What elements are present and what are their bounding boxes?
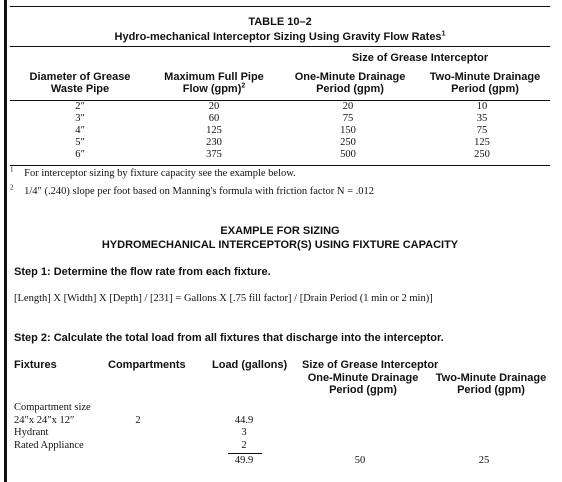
- col-header-diameter: Diameter of Grease Waste Pipe: [29, 71, 131, 95]
- col-header-ex-two-minute: Two-Minute Drainage Period (gpm): [435, 372, 547, 396]
- cell-flow: 125: [206, 125, 222, 136]
- footnote-1: [10, 165, 296, 179]
- cell-diameter: 3″: [75, 113, 85, 124]
- table-subtitle: Hydro-mechanical Interceptor Sizing Using Gravity Flow Rates$^1$: [114, 30, 446, 43]
- example-title-line2: HYDROMECHANICAL INTERCEPTOR(S) USING FIXTURE CAPACITY: [101, 239, 459, 251]
- cell-diameter: 4″: [75, 125, 85, 136]
- footnote-2: [10, 183, 374, 197]
- cell-diameter: 6″: [75, 149, 85, 160]
- list-item: [14, 440, 554, 453]
- cell-compartments: 2: [135, 414, 141, 426]
- table-row: [10, 125, 550, 137]
- col-header-flow: Maximum Full Pipe Flow (gpm)$^2$: [164, 71, 264, 95]
- cell-one-minute: 20: [342, 101, 354, 112]
- cell-flow: 60: [208, 113, 220, 124]
- cell-one-minute: 150: [340, 125, 356, 136]
- cell-two-minute: 75: [476, 125, 488, 136]
- cell-load: 44.9: [234, 414, 254, 426]
- cell-two-minute: 35: [476, 113, 488, 124]
- group-header: Size of Grease Interceptor: [351, 52, 489, 64]
- table-row: [10, 137, 550, 149]
- total-one-minute: 50: [354, 455, 366, 466]
- footnote-text: For interceptor sizing by fixture capacity see the example below.: [24, 168, 296, 179]
- table-title: TABLE 10–2: [248, 16, 312, 28]
- col-header-two-minute: Two-Minute Drainage Period (gpm): [429, 71, 541, 95]
- cell-one-minute: 500: [340, 149, 356, 160]
- list-item: [14, 402, 554, 415]
- cell-two-minute: 125: [474, 137, 490, 148]
- step-2-heading: Step 2: Calculate the total load from all fixtures that discharge into the interceptor.: [14, 332, 444, 344]
- cell-fixture: Compartment size: [14, 402, 91, 413]
- cell-diameter: 5″: [75, 137, 85, 148]
- table-row: [10, 149, 550, 161]
- col-header-fixtures: Fixtures: [14, 359, 57, 371]
- cell-one-minute: 250: [340, 137, 356, 148]
- sizing-formula: [Length] X [Width] X [Depth] / [231] = Gallons X [.75 fill factor] / [Drain Period (1 min or 2 min)]: [14, 293, 433, 304]
- col-header-load: Load (gallons): [212, 359, 288, 371]
- cell-two-minute: 10: [476, 101, 488, 112]
- col-header-size: Size of Grease Interceptor: [302, 359, 439, 371]
- example-body: [14, 402, 554, 452]
- total-two-minute: 25: [478, 455, 490, 466]
- cell-load: 2: [241, 439, 247, 451]
- cell-flow: 230: [206, 137, 222, 148]
- cell-fixture: Rated Appliance: [14, 439, 84, 451]
- left-margin-bar: [4, 0, 7, 482]
- cell-fixture: 24″x 24″x 12″: [14, 414, 75, 426]
- top-rule: [10, 6, 550, 7]
- col-header-one-minute: One-Minute Drainage Period (gpm): [294, 71, 406, 95]
- cell-one-minute: 75: [342, 113, 354, 124]
- list-item: [14, 427, 554, 440]
- example-title-line1: EXAMPLE FOR SIZING: [220, 225, 340, 237]
- col-header-compartments: Compartments: [108, 359, 186, 371]
- table-row: [10, 113, 550, 125]
- step-1-heading: Step 1: Determine the flow rate from each fixture.: [14, 266, 271, 278]
- col-header-ex-one-minute: One-Minute Drainage Period (gpm): [307, 372, 419, 396]
- cell-load: 3: [241, 427, 247, 438]
- footnote-mark: 1: [10, 165, 14, 174]
- sum-rule: [228, 453, 262, 454]
- cell-diameter: 2″: [75, 101, 85, 112]
- table-bottom-rule: [10, 165, 550, 166]
- cell-two-minute: 250: [474, 149, 490, 160]
- footnote-text: 1/4″ (.240) slope per foot based on Manning's formula with friction factor N = .012: [24, 186, 374, 197]
- cell-fixture: Hydrant: [14, 427, 49, 438]
- table-body: [10, 101, 550, 161]
- footnote-mark: 2: [10, 183, 14, 192]
- cell-flow: 20: [208, 101, 220, 112]
- cell-flow: 375: [206, 149, 222, 160]
- table-row: [10, 101, 550, 113]
- total-load: 49.9: [234, 455, 254, 466]
- title-rule: [10, 46, 550, 47]
- list-item: [14, 415, 554, 428]
